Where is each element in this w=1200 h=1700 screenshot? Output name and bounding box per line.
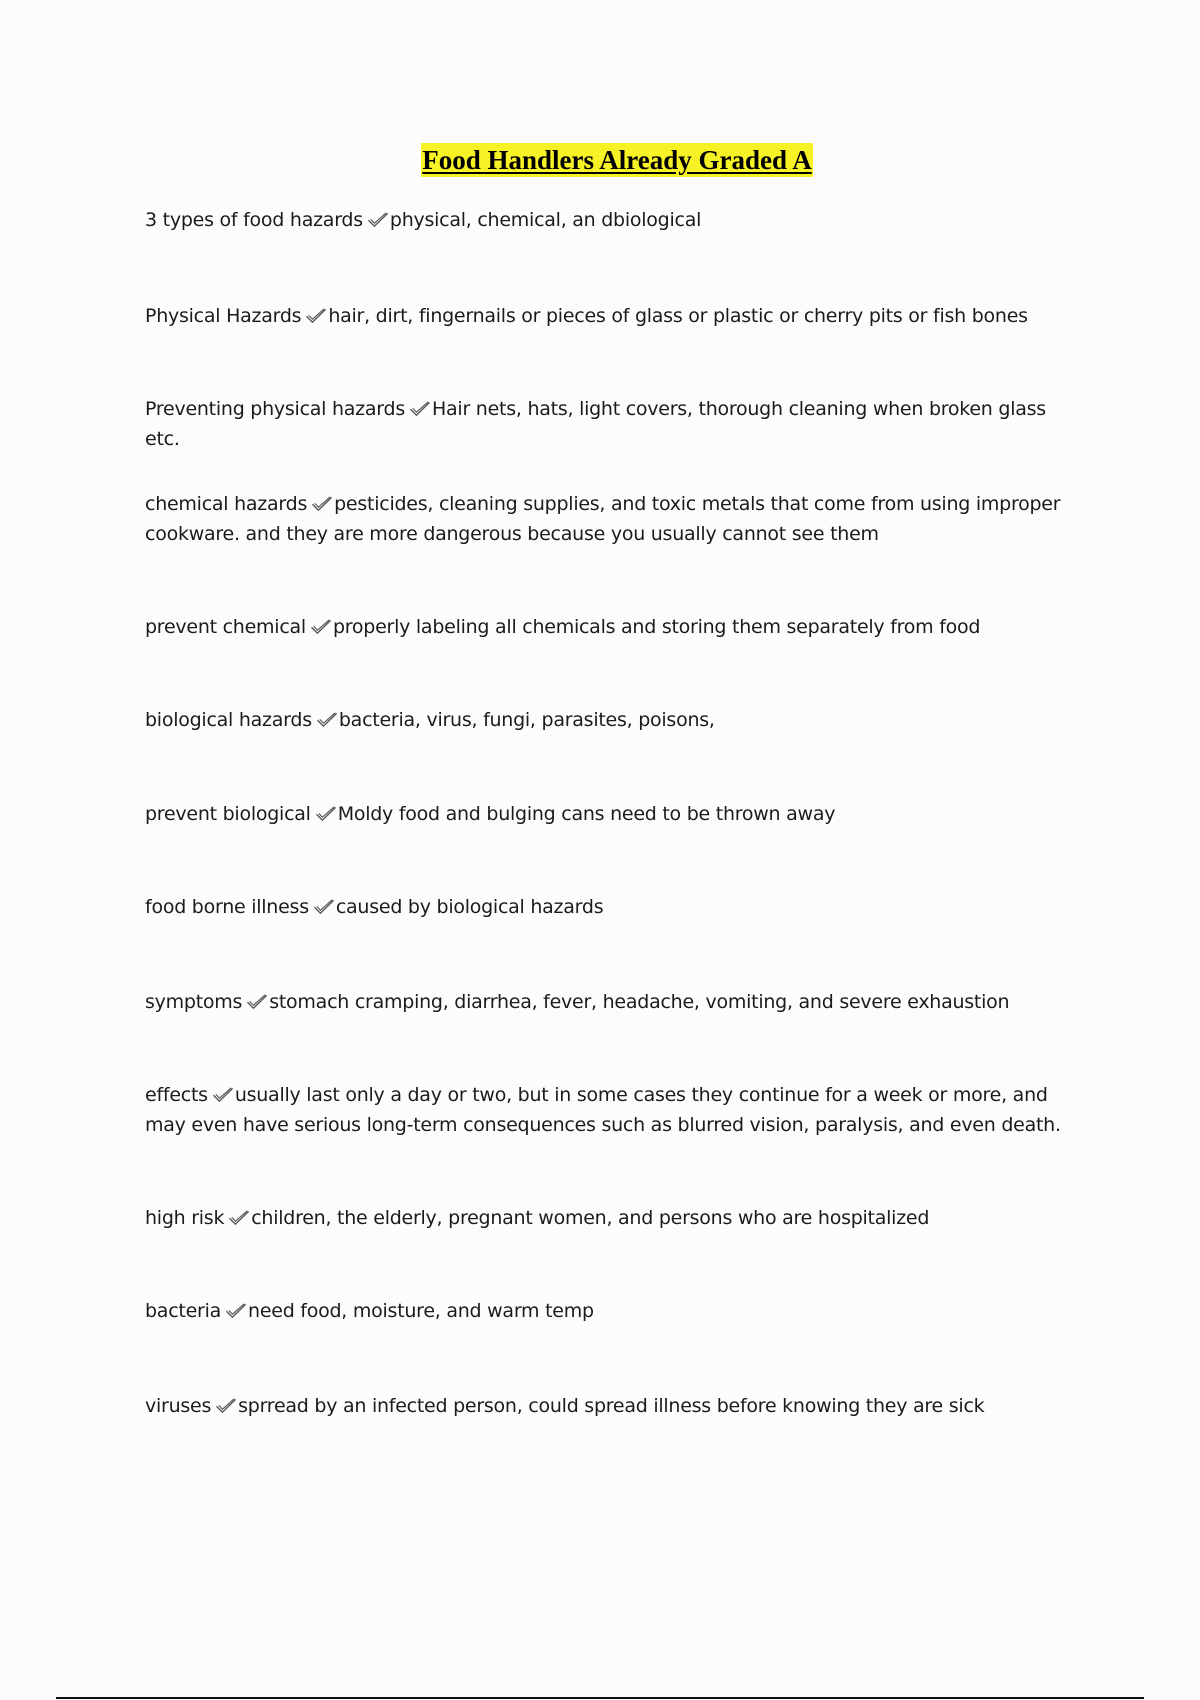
- term: viruses: [145, 1395, 212, 1417]
- answer: caused by biological hazards: [335, 896, 604, 918]
- qa-item: [145, 892, 1065, 922]
- page-title: Food Handlers Already Graded A: [422, 145, 812, 175]
- check-mark-icon: [316, 712, 338, 728]
- term: Preventing physical hazards: [145, 398, 405, 420]
- answer: usually last only a day or two, but in some cases they continue for a week or more, and may even have serious long-term consequences such as blurred vision, paralysis, and even death.: [145, 1084, 1061, 1136]
- term: Physical Hazards: [145, 305, 302, 327]
- check-mark-icon: [225, 1303, 247, 1319]
- qa-item: [145, 205, 1065, 235]
- check-mark-icon: [246, 994, 268, 1010]
- check-mark-icon: [305, 308, 327, 324]
- answer: Hair nets, hats, light covers, thorough cleaning when broken glass etc.: [145, 398, 1046, 450]
- term: symptoms: [145, 991, 243, 1013]
- check-mark-icon: [367, 212, 389, 228]
- answer: pesticides, cleaning supplies, and toxic metals that come from using improper cookware. and they are more dangerous because you usually cannot see them: [145, 493, 1061, 545]
- term: high risk: [145, 1207, 225, 1229]
- check-mark-icon: [313, 899, 335, 915]
- check-mark-icon: [310, 619, 332, 635]
- term: chemical hazards: [145, 493, 308, 515]
- answer: sprread by an infected person, could spread illness before knowing they are sick: [238, 1395, 985, 1417]
- qa-item: [145, 1296, 1065, 1326]
- qa-item: [145, 1391, 1065, 1421]
- answer: Moldy food and bulging cans need to be thrown away: [337, 803, 836, 825]
- qa-item: [145, 1080, 1065, 1140]
- answer: bacteria, virus, fungi, parasites, poisons,: [338, 709, 715, 731]
- title-container: [0, 143, 1200, 177]
- term: prevent chemical: [145, 616, 306, 638]
- term: bacteria: [145, 1300, 222, 1322]
- qa-item: [145, 799, 1065, 829]
- answer: need food, moisture, and warm temp: [248, 1300, 594, 1322]
- qa-item: [145, 987, 1065, 1017]
- answer: hair, dirt, fingernails or pieces of glass or plastic or cherry pits or fish bones: [328, 305, 1028, 327]
- answer: stomach cramping, diarrhea, fever, headache, vomiting, and severe exhaustion: [269, 991, 1010, 1013]
- qa-item: [145, 705, 1065, 735]
- qa-item: [145, 394, 1065, 454]
- answer: physical, chemical, an dbiological: [389, 209, 702, 231]
- qa-item: [145, 1203, 1065, 1233]
- check-mark-icon: [228, 1210, 250, 1226]
- qa-item: [145, 612, 1065, 642]
- check-mark-icon: [311, 496, 333, 512]
- answer: properly labeling all chemicals and storing them separately from food: [332, 616, 981, 638]
- term: food borne illness: [145, 896, 309, 918]
- answer: children, the elderly, pregnant women, and persons who are hospitalized: [251, 1207, 930, 1229]
- check-mark-icon: [215, 1398, 237, 1414]
- qa-item: [145, 489, 1065, 549]
- qa-item: [145, 301, 1065, 331]
- footer-divider: [56, 1697, 1144, 1699]
- check-mark-icon: [212, 1087, 234, 1103]
- check-mark-icon: [315, 806, 337, 822]
- term: effects: [145, 1084, 208, 1106]
- term: prevent biological: [145, 803, 311, 825]
- term: 3 types of food hazards: [145, 209, 363, 231]
- term: biological hazards: [145, 709, 312, 731]
- check-mark-icon: [409, 401, 431, 417]
